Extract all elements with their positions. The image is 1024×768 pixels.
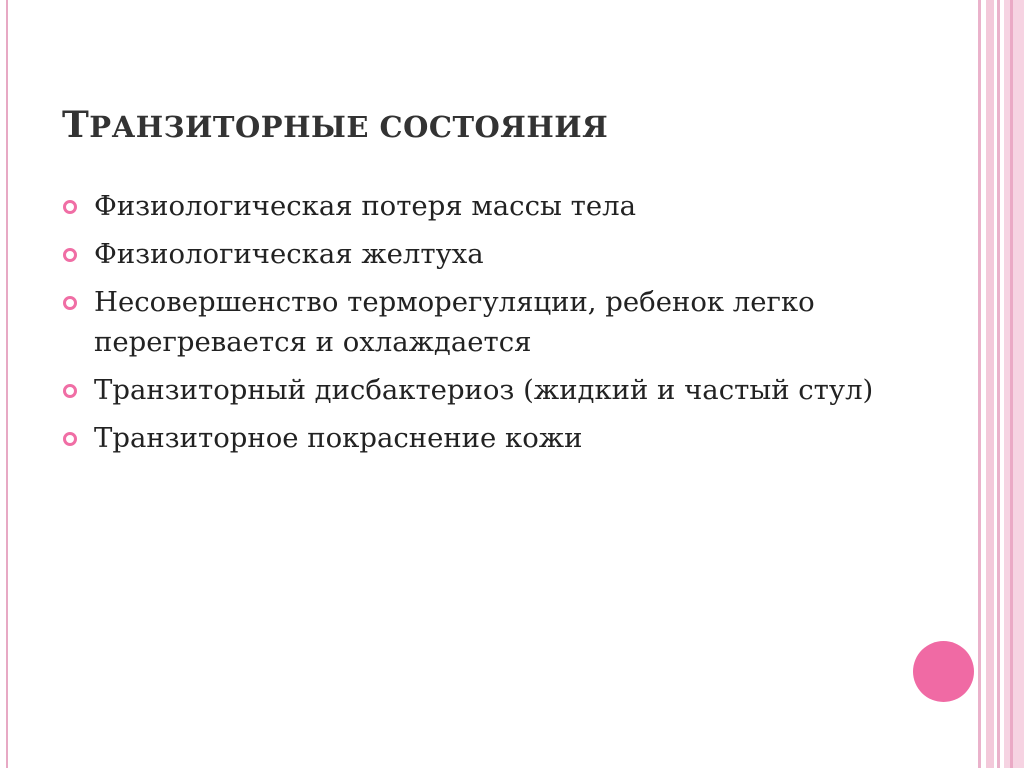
ring-bullet-icon bbox=[63, 296, 77, 310]
bullet-text: Несовершенство терморегуляции, ребенок легко перегревается и охлаждается bbox=[94, 286, 815, 358]
pink-circle-icon bbox=[913, 641, 974, 702]
bullet-item bbox=[62, 186, 902, 226]
right-stripe bbox=[997, 0, 1000, 768]
ring-bullet-icon bbox=[63, 248, 77, 262]
bullet-item bbox=[62, 234, 902, 274]
bullet-list bbox=[62, 186, 902, 466]
right-stripe bbox=[978, 0, 981, 768]
left-border-line bbox=[6, 0, 8, 768]
bullet-item bbox=[62, 418, 902, 458]
bullet-text: Транзиторный дисбактериоз (жидкий и частый стул) bbox=[94, 374, 874, 406]
bullet-text: Транзиторное покраснение кожи bbox=[94, 422, 583, 454]
bullet-item bbox=[62, 282, 902, 362]
right-stripe bbox=[1010, 0, 1013, 768]
slide-title-rest: РАНЗИТОРНЫЕ СОСТОЯНИЯ bbox=[89, 110, 609, 144]
ring-bullet-icon bbox=[63, 432, 77, 446]
bullet-text: Физиологическая потеря массы тела bbox=[94, 190, 636, 222]
bullet-item bbox=[62, 370, 902, 410]
bullet-text: Физиологическая желтуха bbox=[94, 238, 484, 270]
slide-title bbox=[62, 104, 608, 146]
ring-bullet-icon bbox=[63, 384, 77, 398]
right-stripe bbox=[986, 0, 994, 768]
slide-title-first-letter: Т bbox=[62, 104, 90, 146]
ring-bullet-icon bbox=[63, 200, 77, 214]
right-stripe bbox=[1004, 0, 1024, 768]
